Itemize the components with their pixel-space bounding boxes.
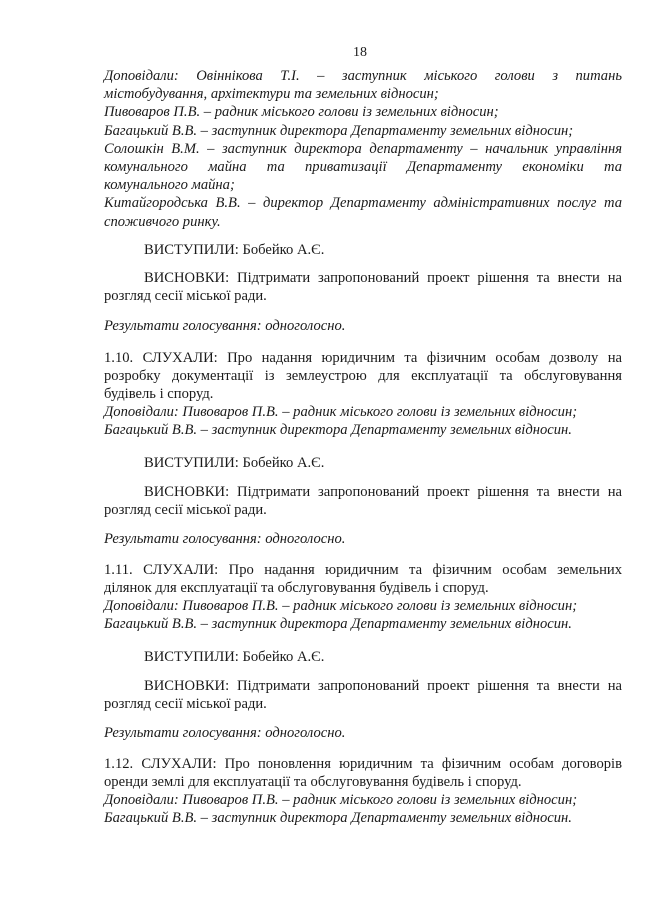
item-1-10: 1.10. СЛУХАЛИ: Про надання юридичним та фізичним особам дозволу на розробку документації із землеустрою для експлуатації та обслуговування будівель і споруд.	[104, 350, 622, 403]
vystupyly-line: ВИСТУПИЛИ: Бобейко А.Є.	[144, 649, 325, 665]
item-1-11-speakers: Доповідали: Пивоваров П.В. – радник міського голови із земельних відносин; Багацький В.В. – заступник директора Департаменту земельних відносин.	[104, 598, 578, 633]
item-1-11: 1.11. СЛУХАЛИ: Про надання юридичним та фізичним особам земельних ділянок для експлуатації та обслуговування будівель і споруд.	[104, 562, 622, 597]
voting-result: Результати голосування: одноголосно.	[104, 531, 346, 547]
speakers-line: Багацький В.В. – заступник директора Департаменту земельних відносин;	[104, 122, 574, 139]
speakers-line: комунального майна та приватизації Департаменту економіки та	[104, 159, 622, 176]
vystupyly-line: ВИСТУПИЛИ: Бобейко А.Є.	[144, 455, 325, 471]
voting-result: Результати голосування: одноголосно.	[104, 318, 346, 334]
conclusion-block: ВИСНОВКИ: Підтримати запропонований проект рішення та внести на розгляд сесії міської ради.	[104, 484, 622, 519]
page-number: 18	[353, 45, 367, 60]
item-1-10-speakers: Доповідали: Пивоваров П.В. – радник міського голови із земельних відносин; Багацький В.В. – заступник директора Департаменту земельних відносин.	[104, 404, 578, 439]
vystupyly-line: ВИСТУПИЛИ: Бобейко А.Є.	[144, 242, 325, 258]
item-1-12: 1.12. СЛУХАЛИ: Про поновлення юридичним та фізичним особам договорів оренди землі для експлуатації та обслуговування будівель і споруд.	[104, 756, 622, 791]
voting-result: Результати голосування: одноголосно.	[104, 725, 346, 741]
speakers-line: містобудування, архітектури та земельних відносин;	[104, 86, 439, 103]
speakers-block	[104, 67, 622, 231]
speakers-line: Пивоваров П.В. – радник міського голови із земельних відносин;	[104, 104, 499, 121]
item-1-12-speakers: Доповідали: Пивоваров П.В. – радник міського голови із земельних відносин; Багацький В.В. – заступник директора Департаменту земельних відносин.	[104, 792, 578, 827]
item-heading: 1.10. СЛУХАЛИ: Про надання юридичним та фізичним особам дозволу на	[104, 350, 622, 366]
speakers-line: Доповідали: Овіннікова Т.І. – заступник міського голови з питань	[104, 68, 622, 84]
speakers-line: споживчого ринку.	[104, 213, 221, 230]
speakers-line: комунального майна;	[104, 177, 235, 194]
item-heading: 1.12. СЛУХАЛИ: Про поновлення юридичним та фізичним особам договорів	[104, 756, 622, 772]
speakers-line: Солошкін В.М. – заступник директора департаменту – начальник управління	[104, 140, 622, 157]
speakers-line: Китайгородська В.В. – директор Департаменту адміністративних послуг та	[104, 195, 622, 212]
conclusion-block: ВИСНОВКИ: Підтримати запропонований проект рішення та внести на розгляд сесії міської ради.	[104, 678, 622, 713]
item-heading: 1.11. СЛУХАЛИ: Про надання юридичним та фізичним особам земельних	[104, 562, 622, 578]
conclusion-block: ВИСНОВКИ: Підтримати запропонований проект рішення та внести на розгляд сесії міської ради.	[104, 270, 622, 305]
